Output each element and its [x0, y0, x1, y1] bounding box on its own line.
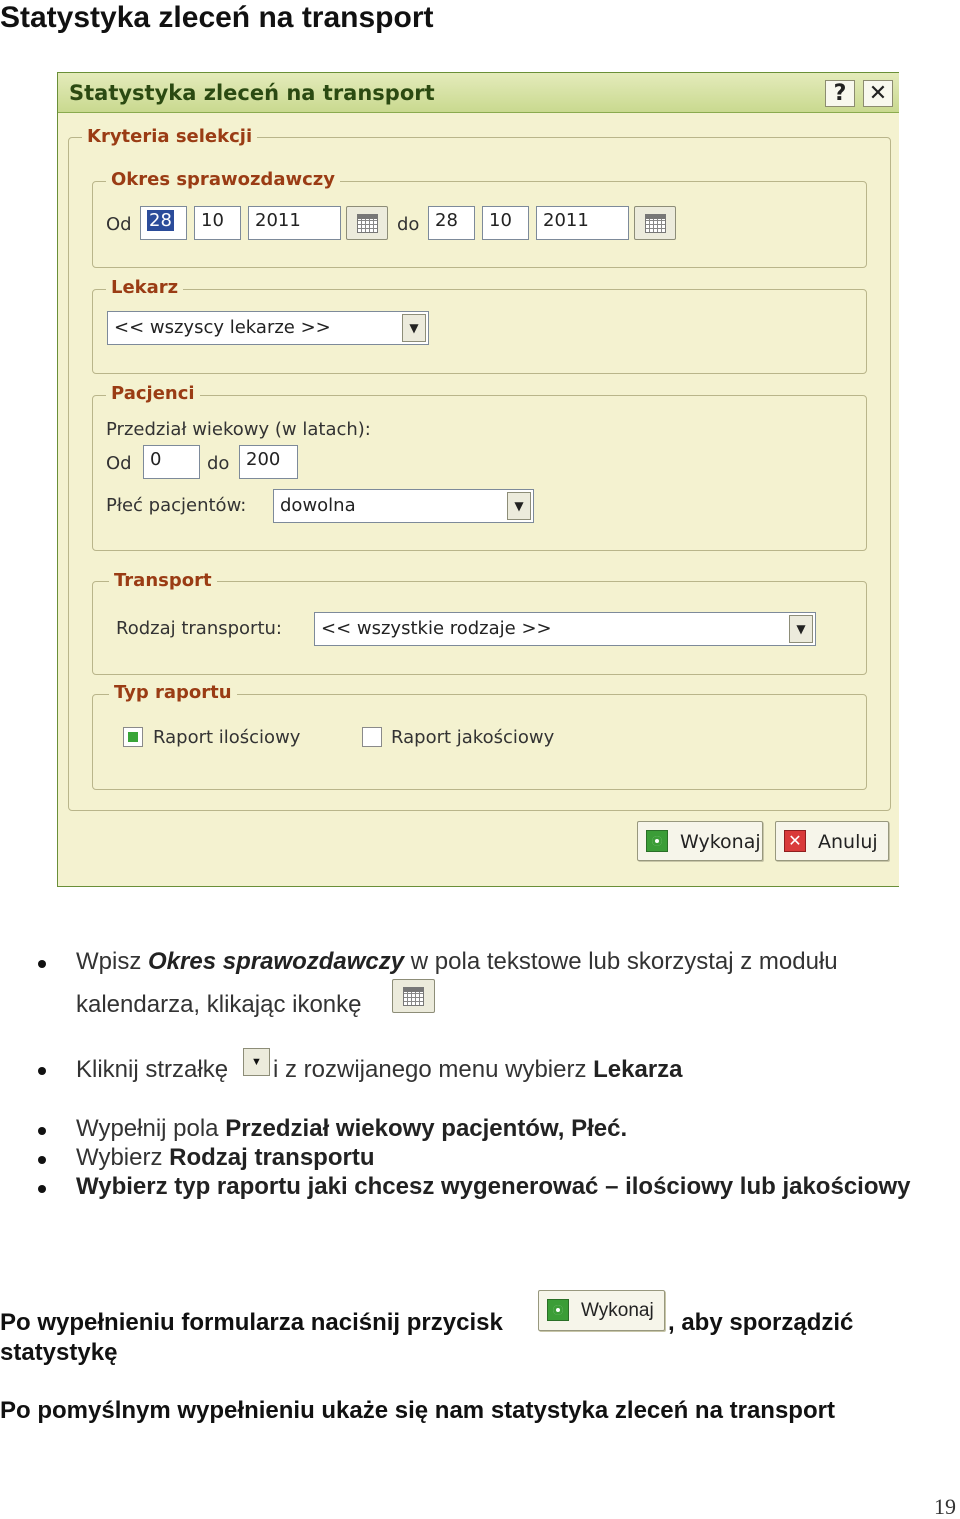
instruction-patients: Wypełnij pola Przedział wiekowy pacjentów, Płeć. — [76, 1115, 628, 1142]
transport-type-select[interactable]: << wszystkie rodzaje >> ▼ — [314, 612, 816, 646]
age-to-label: do — [207, 453, 230, 474]
age-from-input[interactable]: 0 — [143, 445, 200, 479]
bullet-dot — [38, 1067, 46, 1075]
transport-legend: Transport — [109, 570, 217, 591]
dropdown-arrow-icon: ▼ — [243, 1048, 270, 1076]
instruction-period-line2: kalendarza, klikając ikonkę — [76, 991, 362, 1018]
period-from-month-input[interactable]: 10 — [194, 206, 241, 240]
bullet-dot — [38, 1127, 46, 1135]
age-range-label: Przedział wiekowy (w latach): — [106, 419, 371, 440]
bullet-dot — [38, 960, 46, 968]
bullet-dot — [38, 1156, 46, 1164]
instruction-transport: Wybierz Rodzaj transportu — [76, 1144, 375, 1171]
period-to-day-input[interactable]: 28 — [428, 206, 475, 240]
sex-label: Płeć pacjentów: — [106, 495, 247, 516]
selection-criteria-legend: Kryteria selekcji — [82, 126, 257, 147]
quantitative-report-label: Raport ilościowy — [153, 727, 301, 748]
document-title: Statystyka zleceń na transport — [0, 1, 434, 34]
period-from-label: Od — [106, 214, 132, 235]
transport-dropdown-arrow-icon[interactable]: ▼ — [789, 615, 813, 643]
period-to-calendar-icon[interactable] — [634, 206, 676, 240]
transport-type-label: Rodzaj transportu: — [116, 618, 282, 639]
dialog-titlebar — [58, 73, 899, 113]
footer-paragraph-1-line2: statystykę — [0, 1339, 118, 1366]
footer-paragraph-1-cont: , aby sporządzić — [668, 1309, 854, 1336]
cancel-button[interactable]: ✕ Anuluj — [775, 821, 889, 861]
period-from-year-input[interactable]: 2011 — [248, 206, 341, 240]
inline-execute-button: Wykonaj — [538, 1290, 665, 1331]
help-button[interactable]: ? — [825, 80, 855, 107]
instruction-report-type: Wybierz typ raportu jaki chcesz wygenerować – ilościowy lub jakościowy — [76, 1173, 911, 1200]
instruction-doctor-cont: i z rozwijanego menu wybierz Lekarza — [273, 1056, 683, 1083]
dialog-title: Statystyka zleceń na transport — [69, 81, 435, 105]
patients-legend: Pacjenci — [106, 383, 200, 404]
period-to-year-input[interactable]: 2011 — [536, 206, 629, 240]
footer-paragraph-2: Po pomyślnym wypełnieniu ukaże się nam statystyka zleceń na transport — [0, 1397, 835, 1424]
footer-paragraph-1: Po wypełnieniu formularza naciśnij przycisk — [0, 1309, 503, 1336]
period-from-calendar-icon[interactable] — [346, 206, 388, 240]
statistics-dialog — [57, 72, 899, 887]
instruction-doctor: Kliknij strzałkę — [76, 1056, 229, 1083]
execute-button[interactable]: Wykonaj — [637, 821, 763, 861]
age-from-label: Od — [106, 453, 132, 474]
age-to-input[interactable]: 200 — [239, 445, 298, 479]
doctor-dropdown-arrow-icon[interactable]: ▼ — [402, 314, 426, 342]
cancel-x-icon: ✕ — [784, 830, 806, 852]
period-to-label: do — [397, 214, 420, 235]
close-button[interactable]: ✕ — [863, 80, 893, 107]
ok-icon — [646, 830, 668, 852]
report-type-legend: Typ raportu — [109, 682, 237, 703]
bullet-dot — [38, 1185, 46, 1193]
instruction-period: Wpisz Okres sprawozdawczy w pola tekstowe lub skorzystaj z modułu — [76, 948, 838, 975]
ok-icon — [547, 1299, 569, 1321]
qualitative-report-checkbox[interactable] — [362, 727, 382, 747]
calendar-icon — [392, 979, 435, 1013]
page-number: 19 — [934, 1494, 956, 1519]
period-legend: Okres sprawozdawczy — [106, 169, 340, 190]
doctor-select[interactable]: << wszyscy lekarze >> ▼ — [107, 311, 429, 345]
period-from-day-input[interactable]: 28 — [140, 206, 187, 240]
quantitative-report-checkbox[interactable] — [123, 727, 143, 747]
doctor-legend: Lekarz — [106, 277, 183, 298]
sex-select[interactable]: dowolna ▼ — [273, 489, 534, 523]
period-to-month-input[interactable]: 10 — [482, 206, 529, 240]
qualitative-report-label: Raport jakościowy — [391, 727, 555, 748]
sex-dropdown-arrow-icon[interactable]: ▼ — [507, 492, 531, 520]
